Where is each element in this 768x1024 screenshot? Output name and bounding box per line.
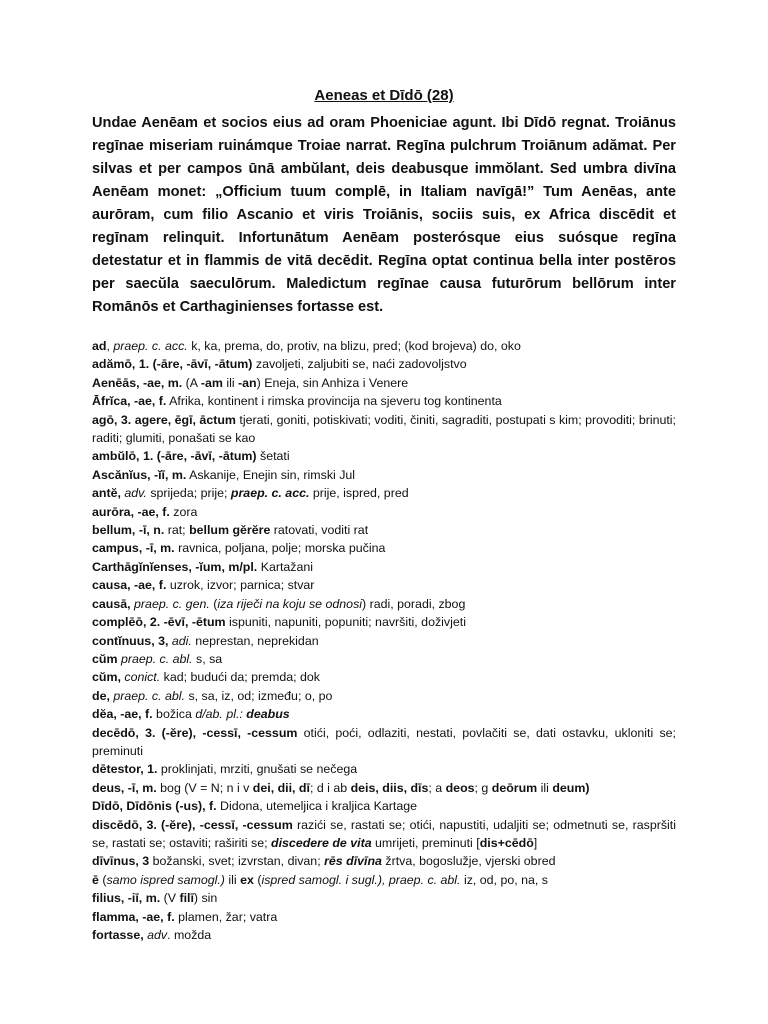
vocab-text: kad; budući da; premda; dok	[160, 670, 320, 685]
vocab-entry	[92, 760, 676, 778]
vocab-text: ,	[106, 339, 114, 353]
vocab-entry	[92, 724, 676, 761]
vocab-text: proklinjati, mrziti, gnušati se nečega	[157, 762, 358, 777]
vocab-text: bog (V = N; n i v	[156, 780, 253, 795]
vocab-term: praep. c. acc.	[113, 339, 188, 353]
vocab-text: božica	[152, 707, 196, 722]
vocab-term: cŭm	[92, 651, 118, 666]
vocab-text: ravnica, poljana, polje; morska pučina	[174, 541, 386, 556]
vocab-term: adămō, 1. (-āre, -āvī, -ātum)	[92, 357, 253, 372]
document-title: Aeneas et Dīdō (28)	[314, 87, 454, 104]
vocab-text: zora	[169, 504, 198, 519]
vocab-entry	[92, 503, 676, 521]
vocab-term: flamma, -ae, f.	[92, 909, 175, 924]
vocab-text: otići, poći, odlaziti, nestati, povlačiti se, dati ostavku, ukloniti se; preminuti	[92, 725, 676, 758]
vocab-entry	[92, 411, 676, 448]
vocab-entry	[92, 576, 676, 594]
vocab-term: deis, diis, dīs	[350, 780, 429, 795]
vocab-text: ) radi, poradi, zbog	[362, 596, 466, 611]
vocab-entry	[92, 650, 676, 668]
vocab-term: contĭnuus, 3,	[92, 633, 169, 648]
vocab-term: rēs dīvīna	[324, 854, 382, 869]
vocab-term: d/ab. pl.:	[195, 707, 243, 722]
document-page	[92, 86, 676, 944]
vocab-term: fortasse,	[92, 928, 144, 942]
vocab-term: Ascănĭus, -ĭī, m.	[92, 467, 187, 482]
vocab-text: razići se, rastati se; otići, napustiti, udaljiti se; odmetnuti se, raspršiti se, rastati se; ostaviti; raširiti se;	[92, 817, 676, 850]
vocab-term: praep. c. abl.	[113, 688, 185, 703]
vocab-entry	[92, 889, 676, 907]
vocab-term: samo ispred samogl.)	[106, 872, 225, 887]
vocab-text: . možda	[167, 928, 212, 942]
vocab-entry	[92, 705, 676, 723]
vocab-term: dĕa, -ae, f.	[92, 707, 153, 722]
vocab-text: ) Eneja, sin Anhiza i Venere	[256, 375, 409, 390]
vocab-term: Carthāgĭnĭenses, -ĭum, m/pl.	[92, 559, 258, 574]
vocab-entry	[92, 337, 676, 355]
vocab-term: complēō, 2. -ēvī, -ētum	[92, 615, 226, 630]
vocab-term: discēdō, 3. (-ĕre), -cessī, -cessum	[92, 817, 293, 832]
vocab-term: ē	[92, 872, 99, 887]
vocab-text: (	[209, 596, 218, 611]
vocab-text: uzrok, izvor; parnica; stvar	[166, 578, 315, 593]
vocab-entry	[92, 374, 676, 392]
vocab-term: filius, -iī, m.	[92, 891, 161, 906]
vocab-text: Askanije, Enejin sin, rimski Jul	[186, 467, 356, 482]
vocab-term: de,	[92, 688, 110, 703]
vocab-text: prije, ispred, pred	[309, 486, 409, 501]
vocab-entry	[92, 466, 676, 484]
vocab-term: -am	[200, 375, 223, 390]
vocab-term: dei, dii, dī	[252, 780, 310, 795]
vocab-text: ili	[537, 780, 553, 795]
vocab-text: rat;	[164, 523, 190, 538]
latin-passage: Undae Aenēam et socios eius ad oram Phoeniciae agunt. Ibi Dīdō regnat. Troiānus regīnae miseriam ruinámque Troiae narrat. Regīna pulchrum Troiānum adămat. Per silvas et per campos ūnā ambŭlant, deis deabusque immŏlant. Sed umbra divīna Aenēam monet: „Officium tuum complē, in Italiam navīgā!” Tum Aenēas, ante aurōram, cum filio Ascanio et viris Troiānis, sociis suis, ex Africa discēdit et regīnam relinquit. Infortunātum Aenēam posterósque eius suósque regīna detestatur et in flammis de vitā decēdit. Regīna optat continua bella inter postēros per saecŭla saeculōrum. Maledictum regīnae causa futurōrum bellōrum inter Romānōs et Carthaginienses fortasse est.	[92, 115, 676, 315]
vocab-entry	[92, 595, 676, 613]
vocab-text: Kartažani	[257, 559, 314, 574]
vocab-term: aurōra, -ae, f.	[92, 504, 170, 519]
vocab-term: campus, -ī, m.	[92, 541, 175, 556]
vocab-text: neprestan, neprekidan	[191, 633, 319, 648]
vocab-text: (V	[160, 891, 180, 906]
vocab-entry	[92, 521, 676, 539]
vocab-text: iz, od, po, na, s	[460, 872, 548, 887]
vocab-term: praep. c. gen.	[134, 596, 210, 611]
vocab-term: conict.	[124, 670, 161, 685]
vocab-term: deum)	[552, 780, 590, 795]
vocab-term: Āfrĭca, -ae, f.	[92, 394, 167, 409]
vocab-term: ad	[92, 339, 107, 353]
vocab-text: ; a	[428, 780, 446, 795]
vocab-term: deōrum	[491, 780, 538, 795]
vocab-text: umrijeti, preminuti [	[371, 835, 480, 850]
vocab-text: ; d i ab	[309, 780, 351, 795]
vocab-entry	[92, 539, 676, 557]
vocab-text: božanski, svet; izvrstan, divan;	[149, 854, 325, 869]
vocab-term: adv	[147, 928, 168, 942]
vocab-term: praep. c. acc.	[230, 486, 310, 501]
vocab-text: ]	[533, 835, 538, 850]
vocab-entry	[92, 484, 676, 502]
vocab-text: s, sa, iz, od; između; o, po	[185, 688, 333, 703]
vocab-text: ) sin	[193, 891, 218, 906]
vocab-text: (	[98, 872, 107, 887]
vocab-text: šetati	[256, 449, 290, 464]
vocab-entry	[92, 558, 676, 576]
vocab-term: dis+cēdō	[479, 835, 534, 850]
vocab-term: bellum, -ī, n.	[92, 523, 165, 538]
vocab-term: causā,	[92, 596, 131, 611]
vocab-text: Didona, utemeljica i kraljica Kartage	[216, 799, 417, 814]
vocab-term: deos	[445, 780, 475, 795]
vocab-entry	[92, 392, 676, 410]
vocab-term: bellum gĕrĕre	[189, 523, 271, 538]
vocab-term: -an	[238, 375, 257, 390]
vocab-term: decēdō, 3. (-ĕre), -cessī, -cessum	[92, 725, 298, 740]
vocab-term: ex	[240, 872, 254, 887]
vocab-text: (A	[182, 375, 201, 390]
vocab-text: (	[253, 872, 262, 887]
vocab-text: s, sa	[192, 651, 223, 666]
vocab-entry	[92, 613, 676, 631]
vocab-term: deus, -ī, m.	[92, 780, 157, 795]
vocab-term: praep. c. abl.	[120, 651, 193, 666]
vocab-entry	[92, 355, 676, 373]
vocab-term: filī	[179, 891, 194, 906]
vocab-entry	[92, 668, 676, 686]
vocab-term: adv.	[124, 486, 147, 501]
vocab-term: antĕ,	[92, 486, 121, 501]
vocab-text: sprijeda; prije;	[146, 486, 231, 501]
vocab-term: deabus	[246, 707, 290, 722]
vocab-entry	[92, 797, 676, 815]
vocab-term: dīvīnus, 3	[92, 854, 150, 869]
vocab-entry	[92, 871, 676, 889]
vocab-text: tjerati, goniti, potiskivati; voditi, činiti, sagraditi, postupati s kim; provoditi; brinuti; raditi; glumiti, ponašati se kao	[92, 412, 677, 446]
vocab-text: žrtva, bogoslužje, vjerski obred	[381, 854, 556, 869]
vocab-term: agō, 3. agere, ēgī, āctum	[92, 412, 236, 427]
vocab-text: ; g	[474, 780, 492, 795]
vocab-text: ili	[222, 375, 239, 390]
vocab-entry	[92, 779, 676, 797]
vocab-entry	[92, 447, 676, 465]
vocabulary-list	[92, 337, 676, 944]
vocab-entry	[92, 852, 676, 870]
vocab-term: Dīdō, Dīdōnis (-us), f.	[92, 799, 217, 814]
vocab-term: Aenēās, -ae, m.	[92, 375, 183, 390]
vocab-entry	[92, 632, 676, 650]
vocab-term: causa, -ae, f.	[92, 578, 167, 593]
vocab-term: dētestor, 1.	[92, 762, 158, 777]
vocab-text: plamen, žar; vatra	[174, 909, 278, 924]
vocab-text: ili	[224, 872, 241, 887]
vocab-entry	[92, 926, 676, 944]
vocab-entry	[92, 908, 676, 926]
vocab-term: ispred samogl. i sugl.), praep. c. abl.	[261, 872, 461, 887]
vocab-text: ispuniti, napuniti, popuniti; navršiti, doživjeti	[225, 615, 466, 630]
vocab-text: ratovati, voditi rat	[270, 523, 369, 538]
vocab-text: zavoljeti, zaljubiti se, naći zadovoljstvo	[252, 357, 467, 372]
vocab-text: k, ka, prema, do, protiv, na blizu, pred; (kod brojeva) do, oko	[187, 339, 521, 353]
vocab-entry	[92, 687, 676, 705]
vocab-entry	[92, 816, 676, 853]
vocab-text: Afrika, kontinent i rimska provincija na sjeveru tog kontinenta	[166, 394, 502, 409]
vocab-term: adi.	[171, 633, 192, 648]
vocab-term: iza riječi na koju se odnosi	[217, 596, 363, 611]
vocab-term: discedere de vita	[271, 835, 372, 850]
vocab-term: cŭm,	[92, 670, 121, 685]
vocab-term: ambŭlō, 1. (-āre, -āvī, -ātum)	[92, 449, 257, 464]
